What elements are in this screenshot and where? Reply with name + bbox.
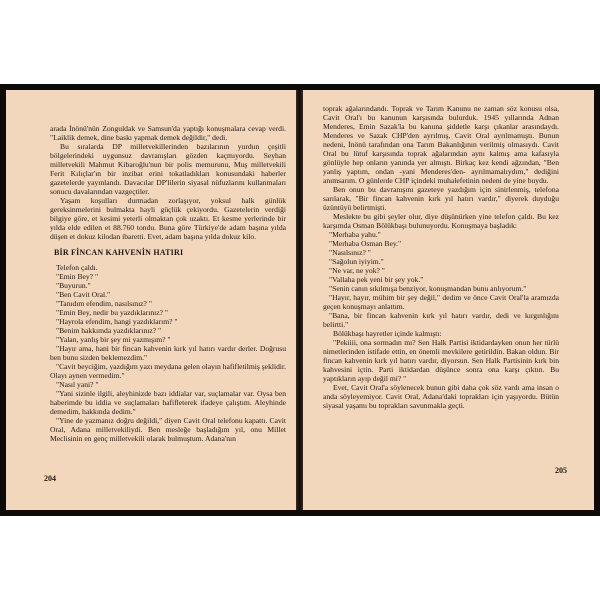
dialogue-line: "Nasıl yani? "	[56, 380, 99, 389]
left-page-text	[50, 124, 286, 443]
dialogue-line: "Hayır, hayır, mühim bir şey değil," dedim ve önce Cavit Oral'la aramızda geçen konuşmayı anlattım.	[323, 293, 559, 311]
dialogue-line: "Yani sizinle ilgili, aleyhinizde bazı iddialar var, suçlamalar var. Oysa ben haberimde bu iddia ve suçlamaları hafifleterek ifadeye çalıştım. Aleyhinde demedim, hakkında dedim."	[50, 389, 286, 416]
dialogue-line: "Benim hakkımda yazdıklarınız? "	[56, 326, 162, 335]
page-number: 204	[44, 474, 56, 483]
dialogue-line: "Tanıdım efendim, nasılsınız? "	[56, 299, 152, 308]
paragraph: arada İnönü'nün Zonguldak ve Samsun'da yaptığı konuşmalara cevap verdi. "Laiklik demek, dine baskı yapmak demek değildir," dedi.	[50, 124, 286, 142]
paragraph: Ben onun bu davranışını gazeteye yazdığım için sinirlenmiş, telefona sarılarak, "Bir fincan kahvenin kırk yıl hatırı vardır," diyerek duyduğu üzüntüyü belirtmişti.	[323, 185, 559, 212]
section-title: BİR FİNCAN KAHVENİN HATIRI	[54, 248, 184, 257]
dialogue-line: "Cavit beyciğim, yazdığım yazı meydana gelen olayın hafifletilmiş şeklidir. Olayı aynen vermedim."	[50, 362, 287, 380]
dialogue-line: "Bana, bir fincan kahvenin kırk yıl hatırı vardır, dedi ve kırgınlığını belirtti."	[323, 311, 559, 329]
dialogue-line: "Senin canın sıkılmışa benziyor, konuşmandan bunu anlıyorum."	[329, 284, 527, 293]
paragraph: Bölükbaşı hayretler içinde kalmıştı:	[333, 329, 442, 338]
dialogue-line: "Merhaba yahu."	[329, 230, 381, 239]
right-page	[303, 90, 594, 510]
dialogue-line: "Sağolun iyiyim."	[329, 257, 384, 266]
paragraph: Evet, Cavit Oral'a söylenecek bunun gibi daha çok söz vardı ama insan o anda söyleyemiyor. Cavit Oral, Adana'daki toprakları için yaşıyordu. Bütün siyasal yaşamı bu toprakları savunmakla geçti.	[323, 383, 559, 410]
book-gutter	[296, 90, 303, 510]
dialogue-line: "Emin Bey, nedir bu yazdıklarınız? "	[56, 308, 168, 317]
dialogue-line: "Vallaha pek yeni bir şey yok."	[329, 275, 424, 284]
dialogue-line: "Merhaba Osman Bey."	[329, 239, 402, 248]
dialogue-line: "Ne var, ne yok? "	[329, 266, 385, 275]
dialogue-line: Telefon çaldı.	[56, 263, 98, 272]
dialogue-line: "Nasılsınız? "	[329, 248, 371, 257]
left-page	[6, 90, 296, 510]
page-number: 205	[555, 466, 567, 475]
dialogue-line: "Ben Cavit Oral."	[56, 290, 111, 299]
dialogue-line: "Hayrola efendim, hangi yazdıklarım? "	[56, 317, 178, 326]
paragraph: Bu sıralarda DP milletvekillerinden bazılarının yurdun çeşitli bölgelerindeki uygunsuz davranışları gözden kaçmıyordu. Seyhan milletvekili Mahmut Kibaroğlu'nun bir polis memurunu, Muş milletvekili Ferit Kılıçlar'ın bir inzibat erini tokatladıkları konusundaki haberler gazetelerde yayınlandı. Davacılar DP'lilerin siyasal nüfuzlarını kullanmaları sonucu davalarından vazgeçtiler.	[50, 142, 286, 196]
paragraph: "Pekiiii, ona sormadın mı? Sen Halk Partisi iktidardayken onun her türlü nimetlerinden istifade ettin, en önemli mevkilere getirildin. Bakan oldun. Bir fincan kahvenin kırk yıl hatırı vardır, diyorsun. Sen Halk Partisinin kırk bin kahvesini içtin. Parti iktidardan düşünce sonra ona karşı çıktın. Bu yaptıkların ayıp değil mi? "	[323, 338, 559, 383]
dialogue-line: "Yine de yazmanız doğru değildi," diyen Cavit Oral telefonu kapattı. Cavit Oral, Adana milletvekiliydi. Ben mesleğe başladığım yıl, onu Millet Meclisinin en genç milletvekili olarak bulmuştum. Adana'nın	[50, 416, 286, 443]
right-page-text	[323, 104, 559, 410]
dialogue-line: "Buyurun."	[56, 281, 91, 290]
paragraph: toprak ağalarındandı. Toprak ve Tarım Kanunu ne zaman söz konusu olsa, Cavit Oral'ı bu kanunun karşısında bulurduk. 1945 yıllarında Adnan Menderes, Emin Sazak'la bu kanuna şiddetle karşı çıkanlar arasındaydı. Menderes ve Sazak CHP'den ayrılmış, Cavit Oral ayrılmamıştı. Bunun nedeni, İnönü tarafından ona Tarım Bakanlığının verilmiş olmasıydı. Cavit Oral bu lütuf karşısında toprak ağalarından aynı kalmış ama kafasıyla gönlüyle hep onların yanında yer almıştı. Birkaç kez kendi ağzından, "Ben yanlış yaptım, ondan -yani Menderes'den- ayrılmamalıydım," dediğini anımsarım. O günlerde CHP içindeki muhalefetinin nedeni de yine buydu.	[323, 104, 559, 185]
paragraph: Yaşam koşulları durmadan zorlaşıyor, yoksul halk günlük gereksinmelerini bulmakta hayli güçlük çekiyordu. Gazetelerin verdiği bilgiye göre, et kesimi yeterli olmaktan çok uzaktı. Et kesme yerlerinde bir yılda elde edilen et 88.760 tondu. Buna göre Türkiye'de adam başına yılda düşen et dokuz kilodan ibaretti. Evet, adam başına yılda dokuz kilo.	[50, 196, 286, 241]
dialogue-line: "Emin Bey? "	[56, 272, 99, 281]
paragraph: Meslekte bu gibi şeyler olur, diye düşünürken yine telefon çaldı. Bu kez karşımda Osman Bölükbaşı bulunuyordu. Konuşmaya başladık:	[323, 212, 559, 230]
dialogue-line: "Yalan, yanlış bir şey mi yazmışım? "	[56, 335, 171, 344]
dialogue-line: "Hayır ama, hani bir fincan kahvenin kırk yıl hatırı vardır derler. Doğrusu ben bunu sizden beklemezdim."	[50, 344, 286, 362]
